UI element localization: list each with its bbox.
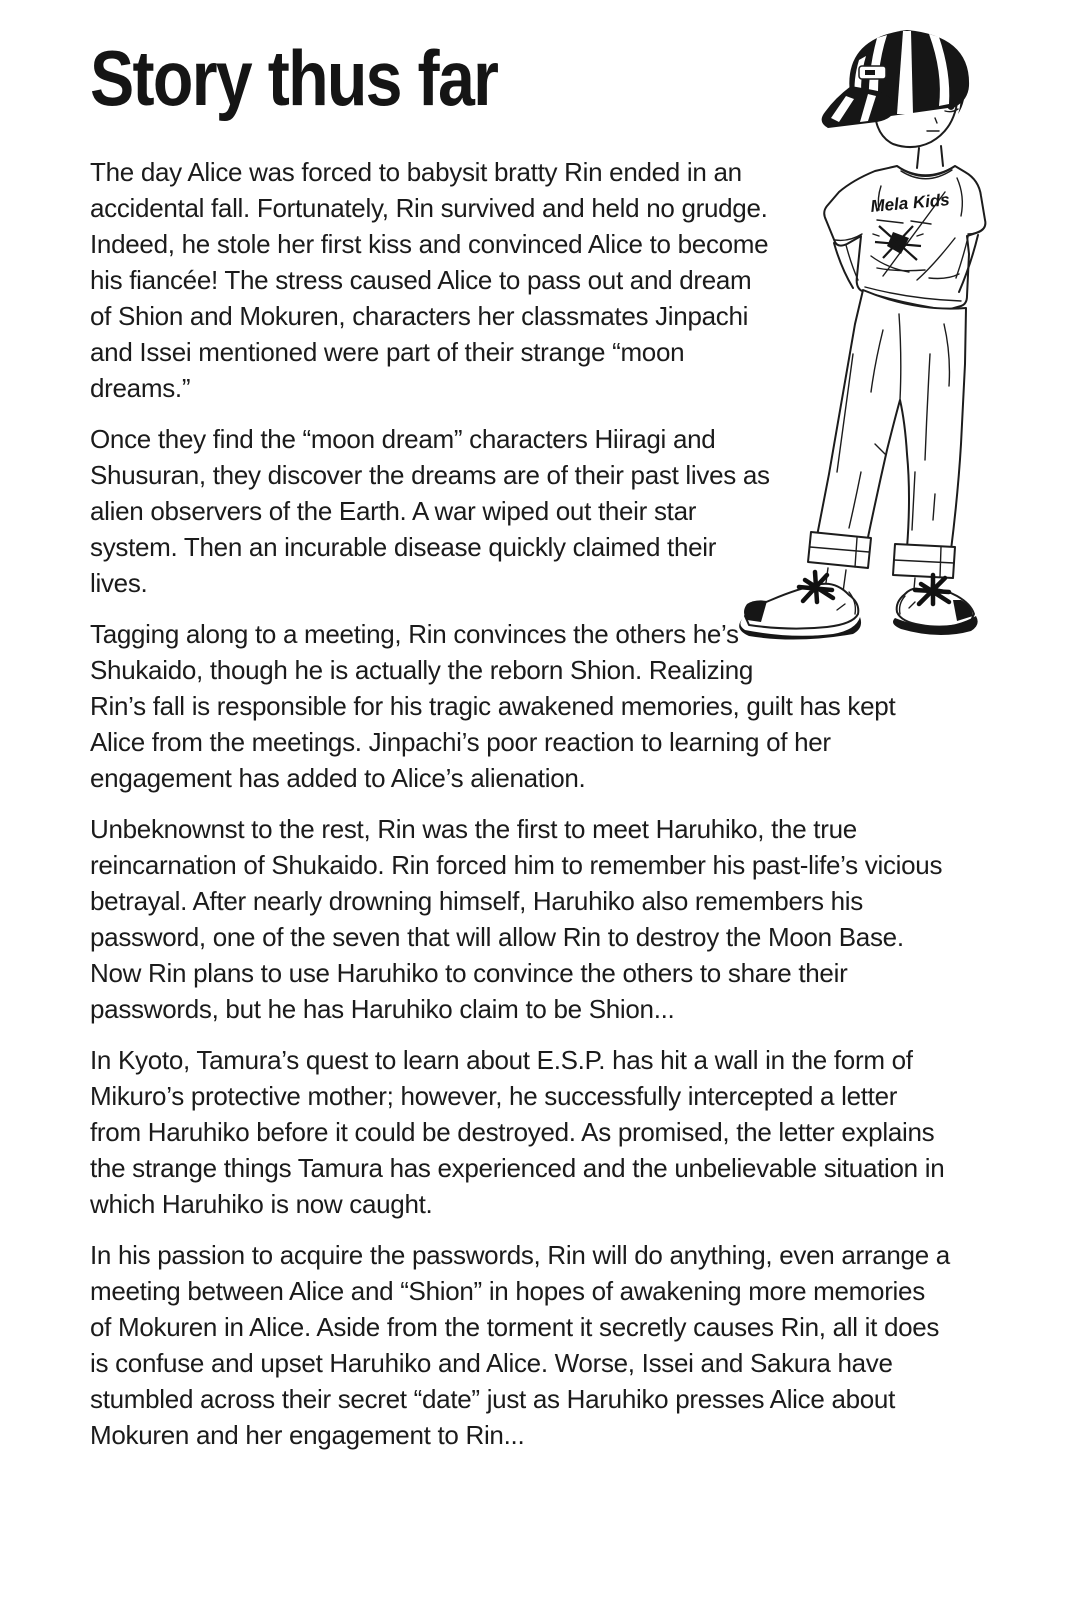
story-paragraph-2: Once they find the “moon dream” characters Hiiragi and Shusuran, they discover the dreams are of their past lives as alien observers of the Earth. A war wiped out their star system. Then an incurable disease quickly claimed their lives. [90, 423, 770, 598]
character-illustration [797, 24, 992, 646]
story-paragraph-3: Tagging along to a meeting, Rin convinces the others he’s Shukaido, though he is actually the reborn Shion. Realizing Rin’s fall is responsible for his tragic awakened memories, guilt has kept Alice from the meetings. Jinpachi’s poor reaction to learning of her engagement has added to Alice’s alienation. [90, 618, 896, 793]
shirt-print-text: Mela Kids [869, 190, 951, 216]
story-paragraph-6: In his passion to acquire the passwords, Rin will do anything, even arrange a meeting between Alice and “Shion” in hopes of awakening more memories of Mokuren in Alice. Aside from the torment it secretly causes Rin, all it does is confuse and upset Haruhiko and Alice. Worse, Issei and Sakura have stumbled across their secret “date” just as Haruhiko presses Alice about Mokuren and her engagement to Rin... [90, 1239, 950, 1450]
story-paragraph-5: In Kyoto, Tamura’s quest to learn about E.S.P. has hit a wall in the form of Mikuro’s protective mother; however, he successfully intercepted a letter from Haruhiko before it could be destroyed. As promised, the letter explains the strange things Tamura has experienced and the unbelievable situation in which Haruhiko is now caught. [90, 1044, 945, 1219]
story-paragraph-4: Unbeknownst to the rest, Rin was the first to meet Haruhiko, the true reincarnation of Shukaido. Rin forced him to remember his past-life’s vicious betrayal. After nearly drowning himself, Haruhiko also remembers his password, one of the seven that will allow Rin to destroy the Moon Base. Now Rin plans to use Haruhiko to convince the others to share their passwords, but he has Haruhiko claim to be Shion... [90, 813, 943, 1024]
story-paragraph-1: The day Alice was forced to babysit bratty Rin ended in an accidental fall. Fortunately, Rin survived and held no grudge. Indeed, he stole her first kiss and convinced Alice to become his fiancée! The stress caused Alice to pass out and dream of Shion and Mokuren, characters her classmates Jinpachi and Issei mentioned were part of their strange “moon dreams.” [90, 156, 769, 403]
page-title: Story thus far [90, 34, 498, 122]
